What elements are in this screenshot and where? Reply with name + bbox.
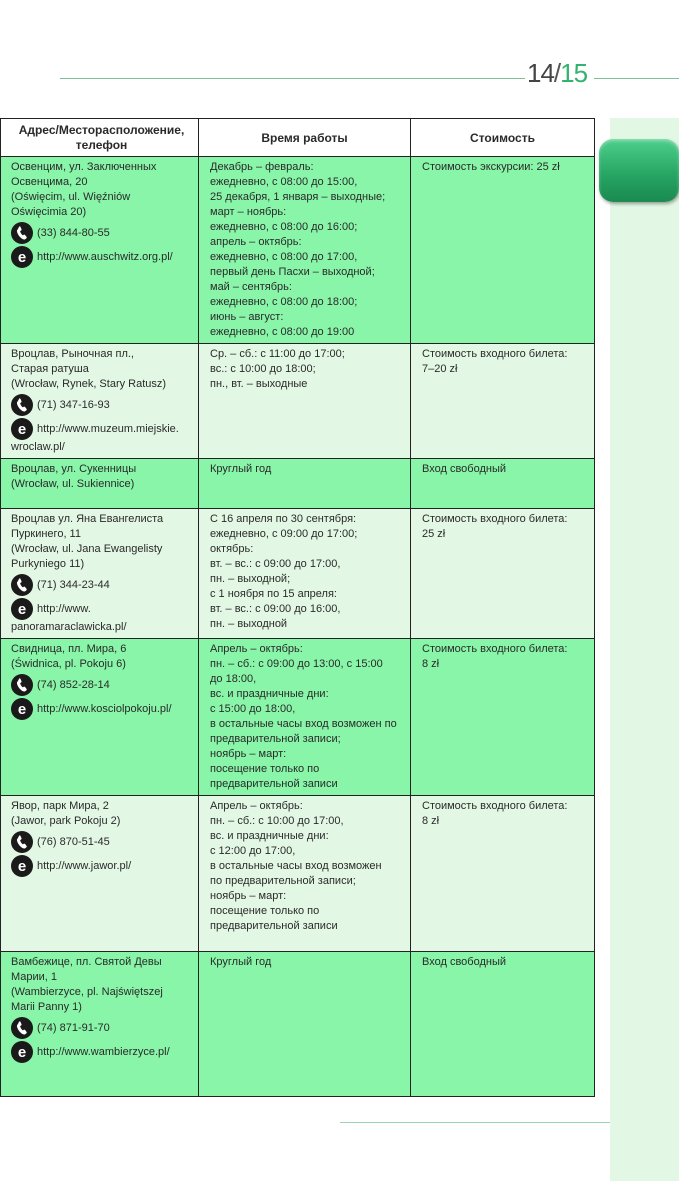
website-link[interactable]: http://www.wambierzyce.pl/	[37, 1046, 170, 1058]
phone-icon	[11, 574, 33, 596]
price-cell	[411, 639, 595, 796]
address-line: (Świdnica, pl. Pokoju 6)	[11, 658, 126, 670]
website-contact	[11, 246, 192, 268]
side-tab-button[interactable]	[599, 139, 679, 202]
web-icon	[11, 598, 33, 620]
header-rule-left	[60, 78, 525, 79]
phone-icon	[11, 674, 33, 696]
address-line: Старая ратуша	[11, 363, 89, 375]
hours-line: пн. – сб.: с 10:00 до 17:00,	[210, 815, 344, 827]
hours-line: вт. – вс.: с 09:00 до 16:00,	[210, 603, 341, 615]
table-row	[1, 459, 595, 509]
phone-contact	[11, 1017, 192, 1039]
hours-line: ежедневно, с 08:00 до 15:00,	[210, 176, 358, 188]
address-cell	[1, 509, 199, 639]
address-line: (Jawor, park Pokoju 2)	[11, 815, 121, 827]
address-line: (Wrocław, Rynek, Stary Ratusz)	[11, 378, 167, 390]
address-cell	[1, 344, 199, 459]
table-row	[1, 952, 595, 1097]
website-contact	[11, 698, 192, 720]
web-icon	[11, 698, 33, 720]
hours-line: пн. – выходной	[210, 618, 288, 630]
hours-cell	[199, 509, 411, 639]
hours-line: в остальные часы вход возможен	[210, 860, 382, 872]
website-contact	[11, 1041, 192, 1063]
address-line: Явор, парк Мира, 2	[11, 800, 109, 812]
address-line: Освенцим, ул. Заключенных	[11, 161, 157, 173]
header-address: Адрес/Месторасположение, телефон	[1, 119, 199, 157]
hours-line: с 1 ноября по 15 апреля:	[210, 588, 337, 600]
price-line: 8 zł	[422, 815, 440, 827]
phone-contact	[11, 222, 192, 244]
hours-line: ежедневно, с 08:00 до 19:00	[210, 326, 355, 338]
website-link[interactable]: http://www.muzeum.miejskie.	[37, 422, 179, 435]
phone-icon	[11, 831, 33, 853]
phone-number[interactable]: (33) 844-80-55	[37, 227, 110, 239]
phone-number[interactable]: (74) 871-91-70	[37, 1022, 110, 1034]
header-hours: Время работы	[199, 119, 411, 157]
table-row	[1, 157, 595, 344]
hours-line: ежедневно, с 08:00 до 17:00,	[210, 251, 358, 263]
price-cell	[411, 344, 595, 459]
hours-line: С 16 апреля по 30 сентября:	[210, 513, 357, 525]
hours-line: март – ноябрь:	[210, 206, 287, 218]
hours-cell	[199, 157, 411, 344]
address-line: Марии, 1	[11, 971, 58, 983]
address-line: (Wrocław, ul. Sukiennice)	[11, 478, 135, 490]
hours-line: вт. – вс.: с 09:00 до 17:00,	[210, 558, 341, 570]
hours-line: посещение только по	[210, 905, 320, 917]
hours-line: Круглый год	[210, 463, 272, 475]
header-price: Стоимость	[411, 119, 595, 157]
website-link[interactable]: http://www.kosciolpokoju.pl/	[37, 703, 172, 715]
website-link[interactable]: panoramaraclawicka.pl/	[11, 621, 127, 633]
phone-number[interactable]: (71) 344-23-44	[37, 579, 110, 591]
address-line: Purkyniego 11)	[11, 558, 85, 570]
table-row	[1, 639, 595, 796]
hours-line: Апрель – октябрь:	[210, 643, 303, 655]
address-line: (Wambierzyce, pl. Najświętszej	[11, 986, 163, 998]
price-line: Вход свободный	[422, 463, 506, 475]
hours-line: октябрь:	[210, 543, 254, 555]
address-cell	[1, 157, 199, 344]
price-line: 25 zł	[422, 528, 446, 540]
hours-line: до 18:00,	[210, 673, 257, 685]
web-icon	[11, 246, 33, 268]
price-line: Вход свободный	[422, 956, 506, 968]
phone-number[interactable]: (76) 870-51-45	[37, 836, 110, 848]
website-link[interactable]: http://www.jawor.pl/	[37, 860, 132, 872]
price-line: Стоимость входного билета:	[422, 513, 568, 525]
hours-line: апрель – октябрь:	[210, 236, 302, 248]
hours-line: посещение только по	[210, 763, 320, 775]
hours-line: ежедневно, с 08:00 до 18:00;	[210, 296, 358, 308]
address-line: (Oświęcim, ul. Więźniów	[11, 191, 131, 203]
hours-cell	[199, 796, 411, 952]
footer-rule	[340, 1122, 610, 1123]
web-icon	[11, 855, 33, 877]
hours-line: с 15:00 до 18:00,	[210, 703, 296, 715]
page-number	[527, 58, 587, 88]
hours-line: предварительной записи;	[210, 733, 341, 745]
table-header-row	[1, 119, 595, 157]
phone-icon	[11, 394, 33, 416]
web-icon	[11, 1041, 33, 1063]
phone-contact	[11, 394, 192, 416]
phone-contact	[11, 831, 192, 853]
hours-line: Декабрь – февраль:	[210, 161, 314, 173]
hours-line: предварительной записи	[210, 778, 338, 790]
price-line: Стоимость экскурсии: 25 zł	[422, 161, 560, 173]
price-line: Стоимость входного билета:	[422, 348, 568, 360]
phone-icon	[11, 1017, 33, 1039]
table-row	[1, 796, 595, 952]
hours-line: Апрель – октябрь:	[210, 800, 303, 812]
table-row	[1, 344, 595, 459]
hours-line: первый день Пасхи – выходной;	[210, 266, 375, 278]
phone-icon	[11, 222, 33, 244]
hours-line: вс. и праздничные дни:	[210, 688, 329, 700]
hours-line: ноябрь – март:	[210, 890, 287, 902]
price-cell	[411, 509, 595, 639]
hours-line: май – сентябрь:	[210, 281, 292, 293]
hours-line: 25 декабря, 1 января – выходные;	[210, 191, 386, 203]
address-line: Marii Panny 1)	[11, 1001, 82, 1013]
website-link[interactable]: http://www.	[37, 602, 91, 615]
price-line: 8 zł	[422, 658, 440, 670]
hours-line: предварительной записи	[210, 920, 338, 932]
hours-line: Ср. – сб.: с 11:00 до 17:00;	[210, 348, 345, 360]
hours-line: пн., вт. – выходные	[210, 378, 308, 390]
hours-cell	[199, 639, 411, 796]
price-line: 7–20 zł	[422, 363, 458, 375]
price-cell	[411, 796, 595, 952]
svg-text:e: e	[17, 1044, 27, 1060]
price-cell	[411, 157, 595, 344]
web-icon	[11, 418, 33, 440]
address-line: Вамбежице, пл. Святой Девы	[11, 956, 162, 968]
phone-contact	[11, 574, 192, 596]
phone-number[interactable]: (71) 347-16-93	[37, 399, 110, 411]
header-rule-right	[594, 78, 679, 79]
address-cell	[1, 639, 199, 796]
hours-line: вс.: с 10:00 до 18:00;	[210, 363, 316, 375]
price-cell	[411, 952, 595, 1097]
hours-line: в остальные часы вход возможен по	[210, 718, 397, 730]
svg-text:e: e	[17, 421, 27, 437]
hours-line: пн. – сб.: с 09:00 до 13:00, с 15:00	[210, 658, 383, 670]
address-line: (Wrocław, ul. Jana Ewangelisty	[11, 543, 163, 555]
hours-line: Круглый год	[210, 956, 272, 968]
website-contact	[11, 598, 192, 634]
total-pages: 15	[560, 58, 588, 88]
address-line: Вроцлав, ул. Сукенницы	[11, 463, 137, 475]
phone-contact	[11, 674, 192, 696]
website-link[interactable]: http://www.auschwitz.org.pl/	[37, 251, 173, 263]
address-line: Oświęcimia 20)	[11, 206, 87, 218]
hours-cell	[199, 344, 411, 459]
hours-line: ежедневно, с 09:00 до 17:00;	[210, 528, 358, 540]
website-contact	[11, 418, 192, 454]
hours-line: ноябрь – март:	[210, 748, 287, 760]
hours-line: с 12:00 до 17:00,	[210, 845, 296, 857]
hours-cell	[199, 952, 411, 1097]
hours-line: ежедневно, с 08:00 до 16:00;	[210, 221, 358, 233]
svg-text:e: e	[17, 249, 27, 265]
address-line: Освенцима, 20	[11, 176, 88, 188]
website-contact	[11, 855, 192, 877]
svg-text:e: e	[17, 858, 27, 874]
price-line: Стоимость входного билета:	[422, 643, 568, 655]
info-table	[0, 118, 595, 1097]
hours-line: по предварительной записи;	[210, 875, 356, 887]
address-line: Вроцлав ул. Яна Евангелиста	[11, 513, 164, 525]
price-line: Стоимость входного билета:	[422, 800, 568, 812]
website-link[interactable]: wroclaw.pl/	[11, 441, 65, 453]
address-line: Вроцлав, Рыночная пл.,	[11, 348, 134, 360]
hours-line: пн. – выходной;	[210, 573, 291, 585]
address-cell	[1, 459, 199, 509]
phone-number[interactable]: (74) 852-28-14	[37, 679, 110, 691]
address-cell	[1, 796, 199, 952]
page-separator: /	[553, 58, 561, 88]
address-line: Свидница, пл. Мира, 6	[11, 643, 127, 655]
current-page: 14	[527, 58, 554, 88]
price-cell	[411, 459, 595, 509]
side-panel	[610, 118, 679, 1181]
hours-line: июнь – август:	[210, 311, 284, 323]
hours-cell	[199, 459, 411, 509]
address-line: Пуркинего, 11	[11, 528, 81, 540]
svg-text:e: e	[17, 701, 27, 717]
table-row	[1, 509, 595, 639]
hours-line: вс. и праздничные дни:	[210, 830, 329, 842]
svg-text:e: e	[17, 601, 27, 617]
address-cell	[1, 952, 199, 1097]
